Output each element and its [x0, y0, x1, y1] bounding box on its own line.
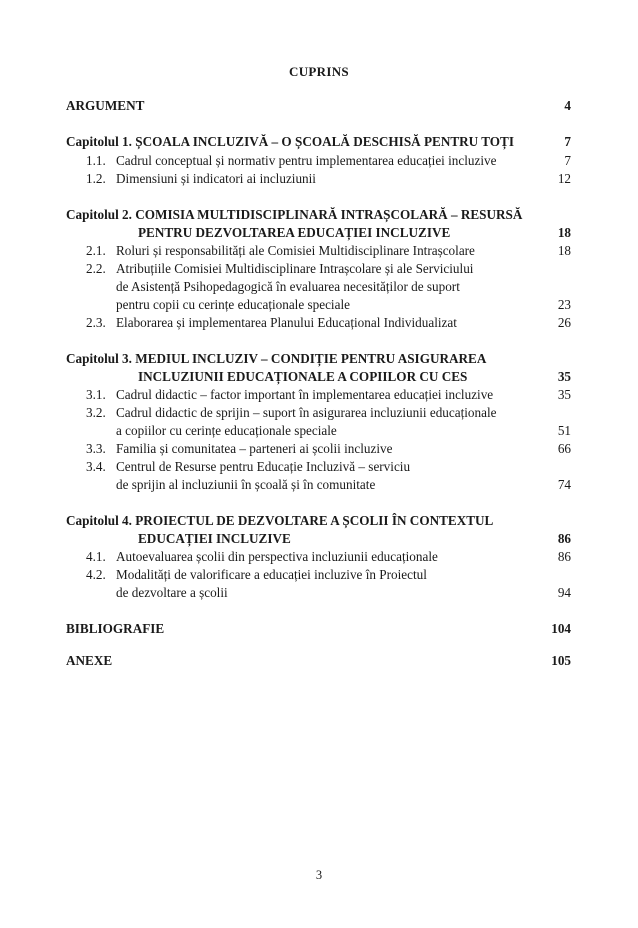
chapter-page: 35: [557, 369, 571, 384]
section-title: Cadrul conceptual și normativ pentru implementarea educației incluzive: [116, 153, 497, 168]
toc-chapter-2-line-1: [0, 206, 638, 224]
section-title-continuation: a copiilor cu cerințe educaționale speciale: [116, 423, 337, 438]
toc-section-2-2-line-3: [0, 296, 638, 314]
section-title: Elaborarea și implementarea Planului Educațional Individualizat: [116, 315, 457, 330]
section-number: 1.2.: [86, 171, 106, 186]
section-page: 94: [557, 585, 571, 600]
section-page: 26: [557, 315, 571, 330]
section-number: 2.3.: [86, 315, 106, 330]
section-number: 2.2.: [86, 261, 106, 276]
section-title-continuation: de dezvoltare a școlii: [116, 585, 228, 600]
toc-section-4-1: [0, 548, 638, 566]
toc-chapter-3-line-2: [0, 368, 638, 386]
section-number: 1.1.: [86, 153, 106, 168]
section-page: 51: [557, 423, 571, 438]
chapter-heading-continuation: EDUCAȚIEI INCLUZIVE: [138, 531, 291, 546]
section-page: 35: [557, 387, 571, 402]
toc-section-3-2-line-1: [0, 404, 638, 422]
toc-entry-label: ANEXE: [66, 653, 113, 668]
toc-chapter-4-line-1: [0, 512, 638, 530]
toc-section-4-2-line-2: [0, 584, 638, 602]
section-page: 12: [557, 171, 571, 186]
section-title: Centrul de Resurse pentru Educație Incluzivă – serviciu: [116, 459, 411, 474]
chapter-heading: Capitolul 1. ȘCOALA INCLUZIVĂ – O ȘCOALĂ DESCHISĂ PENTRU TOȚI: [66, 134, 514, 149]
section-page: 23: [557, 297, 571, 312]
toc-entry-page: 105: [551, 653, 571, 668]
toc-section-3-4-line-1: [0, 458, 638, 476]
section-title: Modalități de valorificare a educației incluzive în Proiectul: [116, 567, 427, 582]
section-number: 4.1.: [86, 549, 106, 564]
section-title: Cadrul didactic de sprijin – suport în asigurarea incluziunii educaționale: [116, 405, 497, 420]
section-page: 66: [557, 441, 571, 456]
section-number: 4.2.: [86, 567, 106, 582]
toc-entry-anexe: [0, 652, 638, 670]
toc-entry-argument: [0, 97, 638, 115]
toc-section-2-1: [0, 242, 638, 260]
toc-section-2-2-line-1: [0, 260, 638, 278]
section-title: Familia și comunitatea – parteneri ai școlii incluzive: [116, 441, 393, 456]
toc-chapter-1: [0, 133, 638, 151]
toc-entry-page: 4: [564, 98, 571, 113]
page-title: CUPRINS: [289, 64, 349, 79]
chapter-page: 18: [557, 225, 571, 240]
section-title: Autoevaluarea școlii din perspectiva incluziunii educaționale: [116, 549, 438, 564]
section-number: 3.3.: [86, 441, 106, 456]
chapter-heading-continuation: INCLUZIUNII EDUCAȚIONALE A COPIILOR CU CES: [138, 369, 468, 384]
section-title: Cadrul didactic – factor important în implementarea educației incluzive: [116, 387, 494, 402]
chapter-heading: Capitolul 3. MEDIUL INCLUZIV – CONDIȚIE PENTRU ASIGURAREA: [66, 351, 487, 366]
toc-entry-page: 104: [551, 621, 571, 636]
page-number-footer: 3: [315, 868, 323, 882]
section-page: 7: [564, 153, 571, 168]
toc-section-3-2-line-2: [0, 422, 638, 440]
section-number: 3.4.: [86, 459, 106, 474]
toc-entry-label: BIBLIOGRAFIE: [66, 621, 165, 636]
chapter-heading-continuation: PENTRU DEZVOLTAREA EDUCAȚIEI INCLUZIVE: [138, 225, 451, 240]
toc-entry-bibliografie: [0, 620, 638, 638]
toc-chapter-2-line-2: [0, 224, 638, 242]
toc-entry-label: ARGUMENT: [66, 98, 145, 113]
toc-section-4-2-line-1: [0, 566, 638, 584]
section-number: 3.1.: [86, 387, 106, 402]
chapter-page: 7: [564, 134, 571, 149]
toc-section-3-4-line-2: [0, 476, 638, 494]
toc-section-1-2: [0, 170, 638, 188]
section-number: 3.2.: [86, 405, 106, 420]
section-number: 2.1.: [86, 243, 106, 258]
toc-section-2-2-line-2: [0, 278, 638, 296]
chapter-page: 86: [557, 531, 571, 546]
section-title: Atribuțiile Comisiei Multidisciplinare Intrașcolare și ale Serviciului: [116, 261, 474, 276]
section-title-continuation: pentru copii cu cerințe educaționale speciale: [116, 297, 350, 312]
chapter-heading: Capitolul 2. COMISIA MULTIDISCIPLINARĂ INTRAȘCOLARĂ – RESURSĂ: [66, 207, 523, 222]
toc-chapter-4-line-2: [0, 530, 638, 548]
chapter-heading: Capitolul 4. PROIECTUL DE DEZVOLTARE A ȘCOLII ÎN CONTEXTUL: [66, 513, 494, 528]
toc-section-3-3: [0, 440, 638, 458]
section-title: Roluri și responsabilități ale Comisiei Multidisciplinare Intrașcolare: [116, 243, 475, 258]
section-page: 18: [557, 243, 571, 258]
section-title: Dimensiuni și indicatori ai incluziunii: [116, 171, 316, 186]
section-title-continuation: de sprijin al incluziunii în școală și în comunitate: [116, 477, 376, 492]
toc-chapter-3-line-1: [0, 350, 638, 368]
section-page: 86: [557, 549, 571, 564]
toc-section-2-3: [0, 314, 638, 332]
toc-section-3-1: [0, 386, 638, 404]
toc-section-1-1: [0, 152, 638, 170]
section-title-continuation: de Asistență Psihopedagogică în evaluarea necesităților de suport: [116, 279, 460, 294]
section-page: 74: [557, 477, 571, 492]
